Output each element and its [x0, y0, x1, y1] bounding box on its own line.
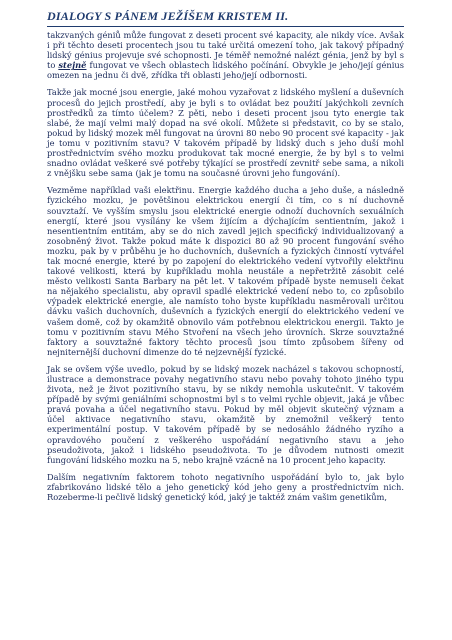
paragraph-2: Takže jak mocné jsou energie, jaké mohou vyzařovat z lidského myšlení a duševních procesů do jejich prostředí, aby je byli s to ovládat bez použití jakýchkoli zevních prostředků za tímto účelem? Z pěti, nebo i deseti procent jsou tyto energie tak slabé, že mají velmi malý dopad na své okolí. Můžete si představit, co by se stalo, pokud by lidský mozek měl fungovat na úrovni 80 nebo 90 procent své kapacity - jak je tomu v pozitivním stavu? V takovém případě by lidský duch s jeho duší mohl prostřednictvím svého mozku produkovat tak mocné energie, že by byl s to velmi snadno ovládat veškeré své potřeby týkající se prostředí zevnitř sebe sama, a nikoli z vnějšku sebe sama (jak je tomu na současné úrovni jeho fungování). — [47, 87, 404, 179]
paragraph-1-text-b: fungovat ve všech oblastech lidského počínání. Obvykle je jeho/její génius omezen na jednu či dvě, zřídka tři oblasti jeho/její odbornosti. — [47, 60, 404, 81]
paragraph-5: Dalším negativním faktorem tohoto negativního uspořádání bylo to, jak bylo zfabrikováno lidské tělo a jeho genetický kód jeho geny a prostřednictvím nich. Rozeberme-li pečlivě lidský genetický kód, jaký je taktéž znám vašim genetikům, — [47, 471, 404, 503]
emphasized-word: stejně — [58, 60, 87, 71]
paragraph-1 — [47, 30, 404, 80]
paragraph-4: Jak se ovšem výše uvedlo, pokud by se lidský mozek nacházel s takovou schopností, ilustrace a demonstrace povahy negativního stavu nebo povahy tohoto jiného typu života, než je život pozitivního stavu, by se nikdy nemohla uskutečnit. V takovém případě by svými geniálními schopnostmi byl s to velmi rychle objevit, jaká je vůbec pravá povaha a účel negativního stavu. Pokud by měl objevit skutečný význam a účel aktivace negativního stavu, okamžitě by znemožnil veškerý tento experimentální postup. V takovém případě by se nedosáhlo žádného ryzího a opravdového poučení z veškerého uspořádání negativního stavu a jeho pseudoživota, jakož i lidského pseudoživota. To je důvodem nutnosti omezit fungování lidského mozku na 5, nebo krajně vzácně na 10 procent jeho kapacity. — [47, 363, 404, 465]
running-header: DIALOGY S PÁNEM JEŽÍŠEM KRISTEM II. — [47, 9, 289, 23]
paragraph-3: Vezměme například vaši elektřinu. Energie každého ducha a jeho duše, a následně fyzického mozku, je povětšinou elektrickou energií či tím, co s ní duchovně souvztaží. Ve vyšším smyslu jsou elektrické energie odnoží duchovních sexuálních energií, které jsou vysílány ke všem žijícím a dýchajícím sentientním, jakož i nesentientním entitám, aby se do nich zavedl jejich specifický individualizovaný a zosobněný život. Takže pokud máte k dispozici 80 až 90 procent fungování svého mozku, pak by v průběhu je ho duchovních, duševních a fyzických činností vytvářel tak mocné energie, které by po zapojení do elektrického vedení vytvořily elektřinu takové velikosti, která by kupříkladu mohla neustále a nepřetržitě zásobit celé město velikosti Santa Barbary na pět let. V takovém případě byste nemuseli čekat na nějakého specialistu, aby opravil spadlé elektrické vedení nebo to, co způsobilo výpadek elektrické energie, ale namísto toho byste kupříkladu nasměrovali určitou dávku vašich duchovních, duševních a fyzických energií do elektrického vedení ve vašem domě, což by okamžitě obnovilo vám potřebnou elektrickou energii. Takto je tomu v pozitivním stavu Mého Stvoření na všech jeho úrovních. Skrze souvztažné faktory a souvztažné faktory těchto procesů jsou tímto způsobem šířeny od nejniternější duchovní dimenze do té nejzevnější fyzické. — [47, 185, 404, 357]
paragraph-1-text-a: takzvaných géniů může fungovat z deseti procent své kapacity, ale nikdy více. Avšak i při těchto deseti procentech jsou tu také určitá omezení toho, jak takový případný lidský génius projevuje své schopnosti. Je téměř nemožné nalézt génia, jenž by byl s to — [47, 30, 404, 71]
header-rule — [47, 26, 404, 27]
